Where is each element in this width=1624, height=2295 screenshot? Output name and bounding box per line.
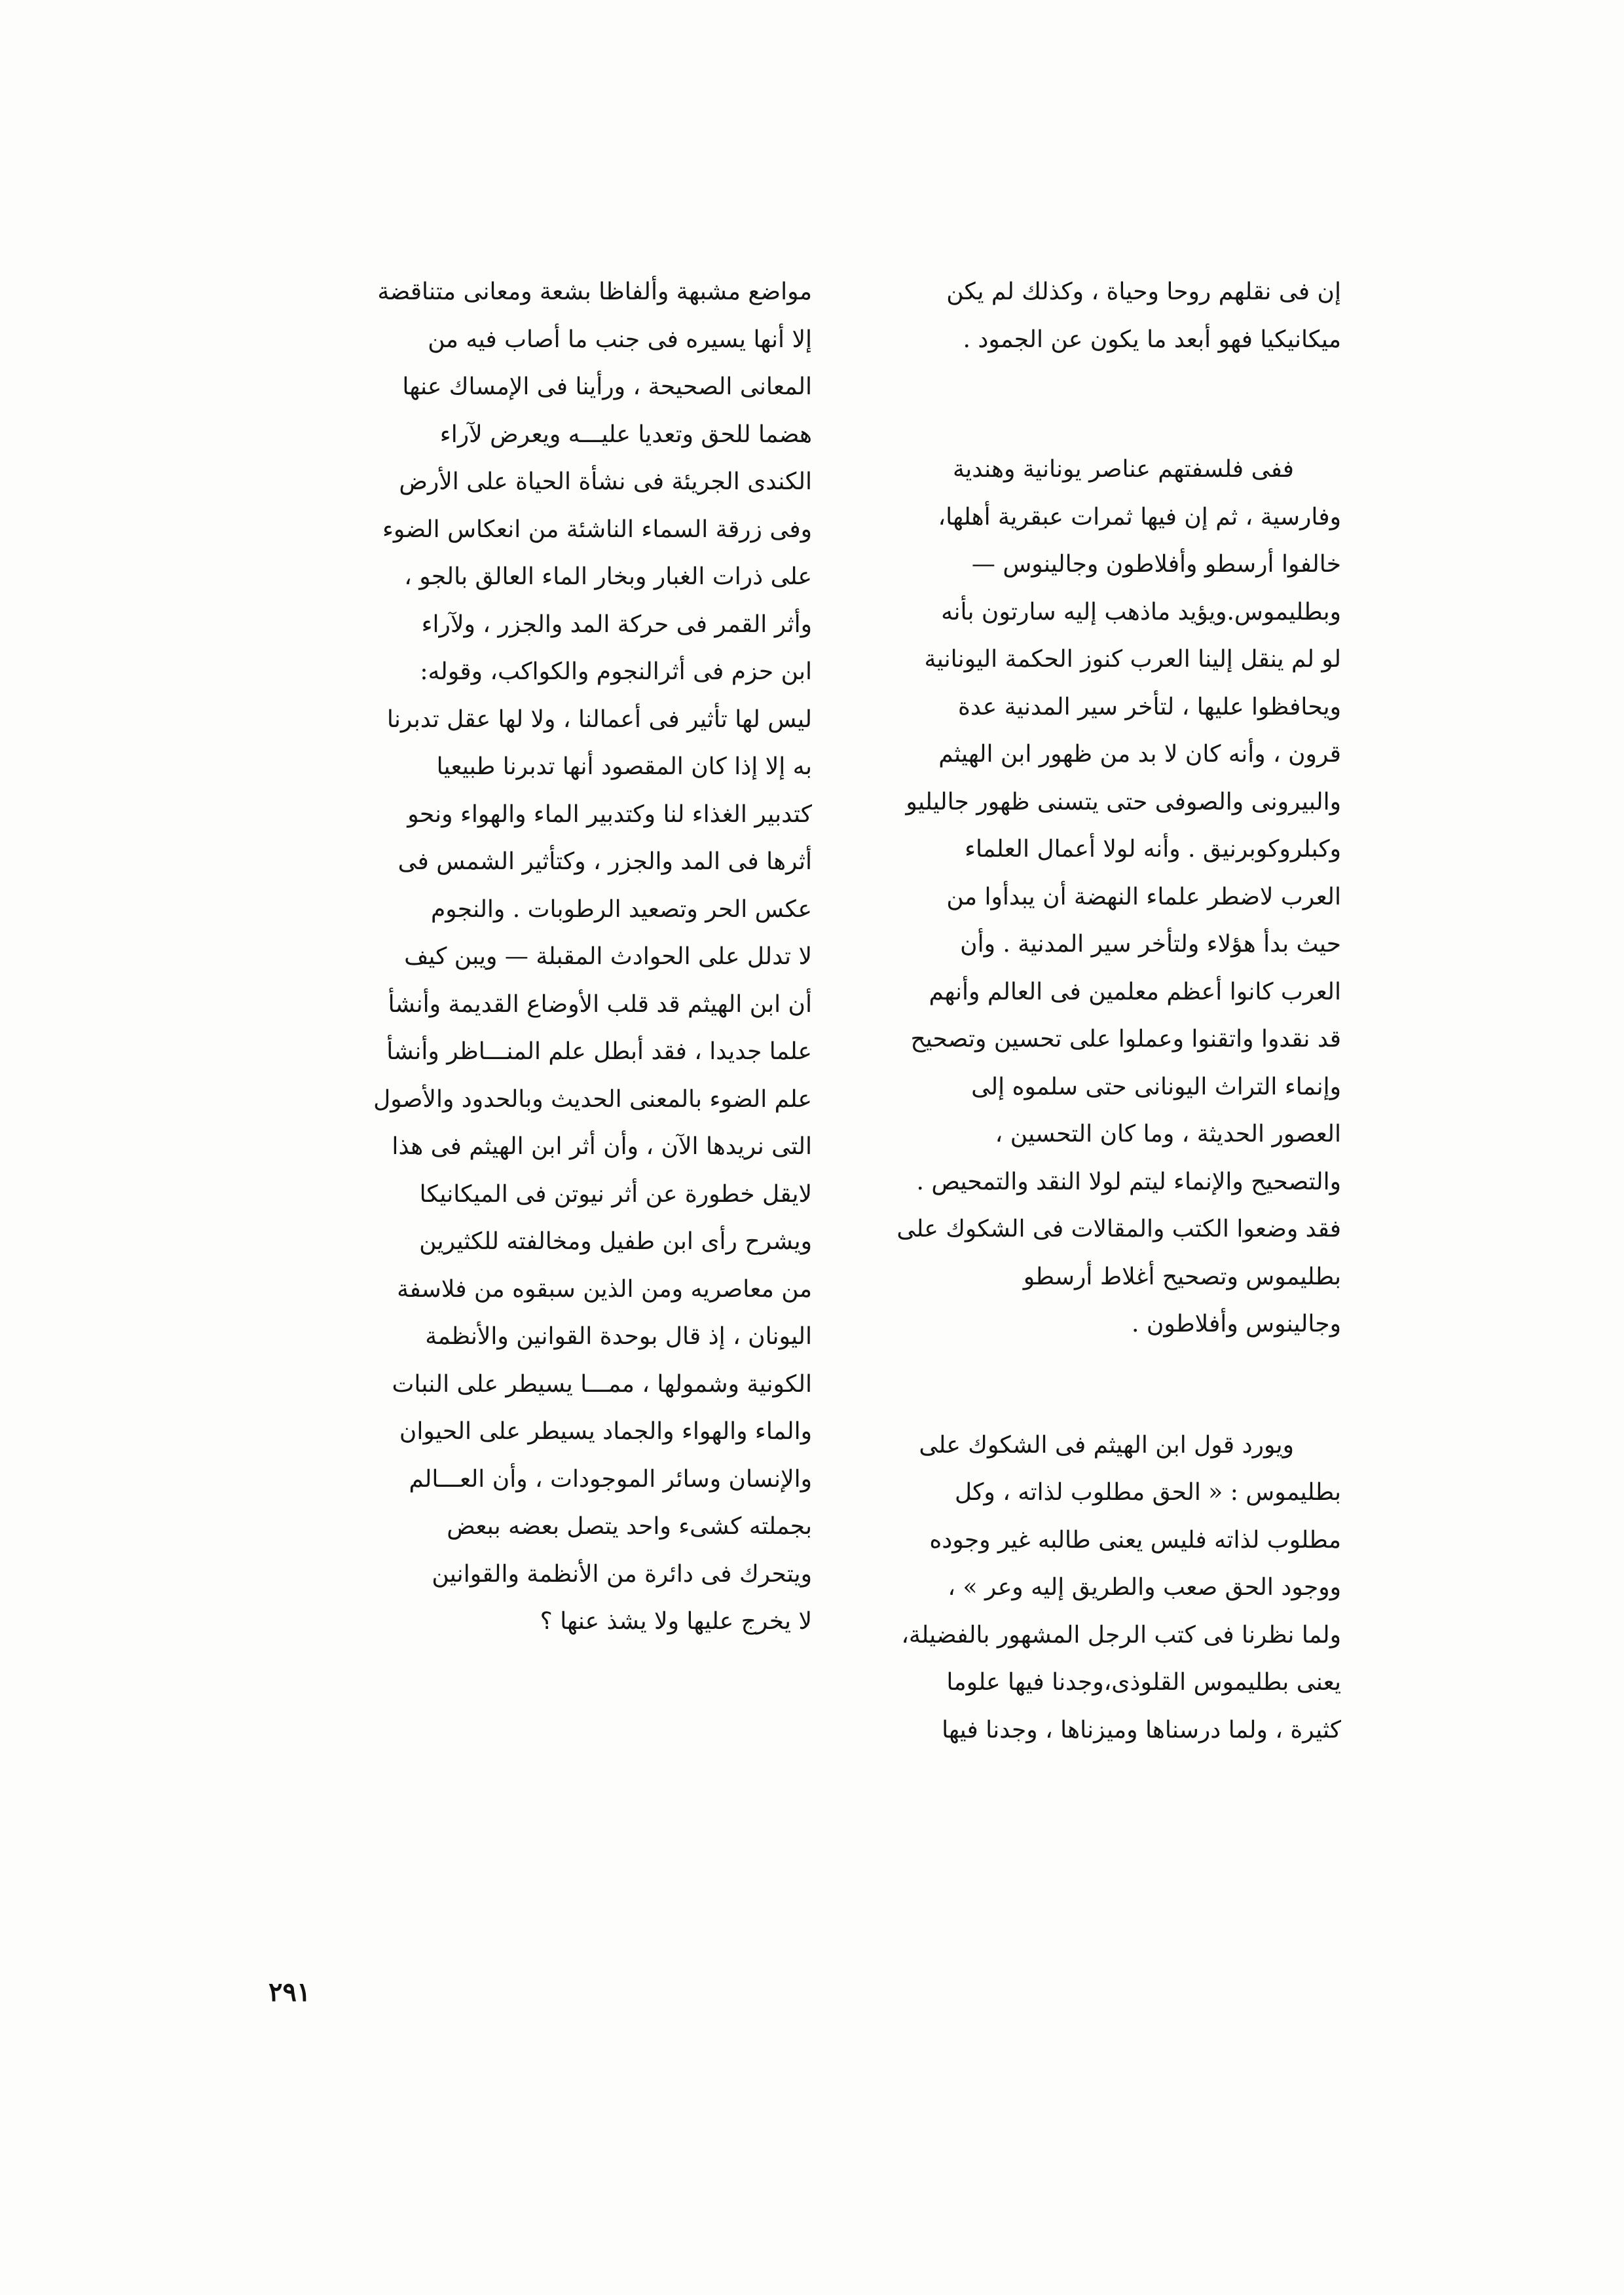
- text-line: قد نقدوا واتقنوا وعملوا على تحسين وتصحيح: [910, 1026, 1341, 1053]
- text-line: لا تدلل على الحوادث المقبلة — ويبن كيف: [404, 943, 812, 970]
- text-line: المعانى الصحيحة ، ورأينا فى الإمساك عنها: [402, 373, 812, 400]
- text-line: حيث بدأ هؤلاء ولتأخر سير المدنية . وأن: [960, 931, 1341, 958]
- text-line: كتدبير الغذاء لنا وكتدبير الماء والهواء ونحو: [407, 800, 812, 828]
- text-line: بطليموس وتصحيح أغلاط أرسطو: [1023, 1263, 1341, 1290]
- text-line: إن فى نقلهم روحا وحياة ، وكذلك لم يكن: [946, 278, 1341, 305]
- paragraph-gap: [798, 364, 1341, 446]
- text-line: هضما للحق وتعديا عليـــه ويعرض لآراء: [439, 420, 812, 448]
- text-line: العصور الحديثة ، وما كان التحسين ،: [995, 1121, 1341, 1148]
- paragraph-2: [798, 446, 1341, 1349]
- text-line: ويحافظوا عليها ، لتأخر سير المدنية عدة: [958, 693, 1341, 720]
- text-line: العرب لاضطر علماء النهضة أن يبدأوا من: [946, 883, 1341, 910]
- text-line: وأثر القمر فى حركة المد والجزر ، ولآراء: [421, 610, 812, 638]
- text-line: عكس الحر وتصعيد الرطوبات . والنجوم: [430, 895, 812, 923]
- text-line: العرب كانوا أعظم معلمين فى العالم وأنهم: [929, 978, 1341, 1005]
- text-line: فقد وضعوا الكتب والمقالات فى الشكوك على: [896, 1216, 1341, 1242]
- text-line: وكبلروكوبرنيق . وأنه لولا أعمال العلماء: [965, 836, 1341, 863]
- text-line: الكونية وشمولها ، ممـــا يسيطر على النبات: [392, 1370, 812, 1398]
- text-line: والبيرونى والصوفى حتى يتسنى ظهور جاليليو: [906, 788, 1341, 815]
- page-number: ٢٩١: [268, 1977, 311, 2007]
- text-line: والماء والهواء والجماد يسيطر على الحيوان: [399, 1418, 812, 1445]
- text-line: التى نريدها الآن ، وأن أثر ابن الهيثم فى هذا: [392, 1133, 812, 1160]
- text-line: وبطليموس.ويؤيد ماذهب إليه سارتون بأنه: [941, 598, 1341, 625]
- text-line: على ذرات الغبار وبخار الماء العالق بالجو ،: [404, 563, 812, 590]
- text-line: ولما نظرنا فى كتب الرجل المشهور بالفضيلة،: [901, 1621, 1341, 1649]
- text-line: ففى فلسفتهم عناصر يونانية وهندية: [952, 456, 1294, 483]
- text-line: لايقل خطورة عن أثر نيوتن فى الميكانيكا: [419, 1180, 812, 1208]
- text-line: أثرها فى المد والجزر ، وكتأثير الشمس فى: [397, 848, 812, 875]
- text-line: ويتحرك فى دائرة من الأنظمة والقوانين: [432, 1560, 812, 1588]
- text-line: به إلا إذا كان المقصود أنها تدبرنا طبيعيا: [436, 753, 812, 780]
- text-line: اليونان ، إذ قال بوحدة القوانين والأنظمة: [425, 1323, 812, 1350]
- text-line: ويشرح رأى ابن طفيل ومخالفته للكثيرين: [419, 1228, 812, 1255]
- text-line: ابن حزم فى أثرالنجوم والكواكب، وقوله:: [420, 658, 812, 685]
- text-line: وإنماء التراث اليونانى حتى سلموه إلى: [971, 1073, 1341, 1100]
- right-column: [798, 269, 1341, 1754]
- paragraph-gap: [798, 1349, 1341, 1422]
- text-line: خالفوا أرسطو وأفلاطون وجالينوس —: [971, 551, 1341, 578]
- text-line: بجملته كشىء واحد يتصل بعضه ببعض: [447, 1513, 812, 1540]
- text-line: ووجود الحق صعب والطريق إليه وعر » ،: [948, 1574, 1341, 1601]
- text-line: وفى زرقة السماء الناشئة من انعكاس الضوء: [382, 515, 812, 543]
- text-line: ليس لها تأثير فى أعمالنا ، ولا لها عقل تدبرنا: [386, 705, 812, 733]
- text-line: الكندى الجريئة فى نشأة الحياة على الأرض: [399, 468, 812, 495]
- text-line: يعنى بطليموس القلوذى،وجدنا فيها علوما: [946, 1669, 1341, 1696]
- paragraph-1: [798, 269, 1341, 364]
- paragraph-3: [798, 1422, 1341, 1755]
- text-line: وفارسية ، ثم إن فيها ثمرات عبقرية أهلها،: [938, 503, 1341, 531]
- text-line: كثيرة ، ولما درسناها وميزناها ، وجدنا فيها: [942, 1716, 1341, 1744]
- text-line: علما جديدا ، فقد أبطل علم المنـــاظر وأنشأ: [386, 1038, 812, 1065]
- text-line: ويورد قول ابن الهيثم فى الشكوك على: [919, 1431, 1294, 1459]
- text-line: مطلوب لذاته فليس يعنى طالبه غير وجوده: [929, 1526, 1341, 1554]
- text-line: لا يخرج عليها ولا يشذ عنها ؟: [540, 1608, 812, 1635]
- text-line: علم الضوء بالمعنى الحديث وبالحدود والأصول: [373, 1085, 812, 1113]
- text-line: قرون ، وأنه كان لا بد من ظهور ابن الهيثم: [938, 741, 1341, 768]
- left-column: [268, 269, 812, 1646]
- text-line: بطليموس : « الحق مطلوب لذاته ، وكل: [955, 1479, 1341, 1506]
- text-line: إلا أنها يسيره فى جنب ما أصاب فيه من: [428, 326, 812, 353]
- text-line: أن ابن الهيثم قد قلب الأوضاع القديمة وأنشأ: [388, 990, 812, 1018]
- text-line: ميكانيكيا فهو أبعد ما يكون عن الجمود .: [963, 326, 1341, 353]
- text-line: والإنسان وسائر الموجودات ، وأن العـــالم: [409, 1465, 812, 1493]
- text-line: وجالينوس وأفلاطون .: [1132, 1311, 1341, 1337]
- text-line: مواضع مشبهة وألفاظا بشعة ومعانى متناقضة: [377, 278, 812, 305]
- text-line: والتصحيح والإنماء ليتم لولا النقد والتمحيص .: [916, 1168, 1341, 1195]
- text-line: من معاصريه ومن الذين سبقوه من فلاسفة: [397, 1275, 812, 1303]
- text-line: لو لم ينقل إلينا العرب كنوز الحكمة اليونانية: [924, 646, 1341, 673]
